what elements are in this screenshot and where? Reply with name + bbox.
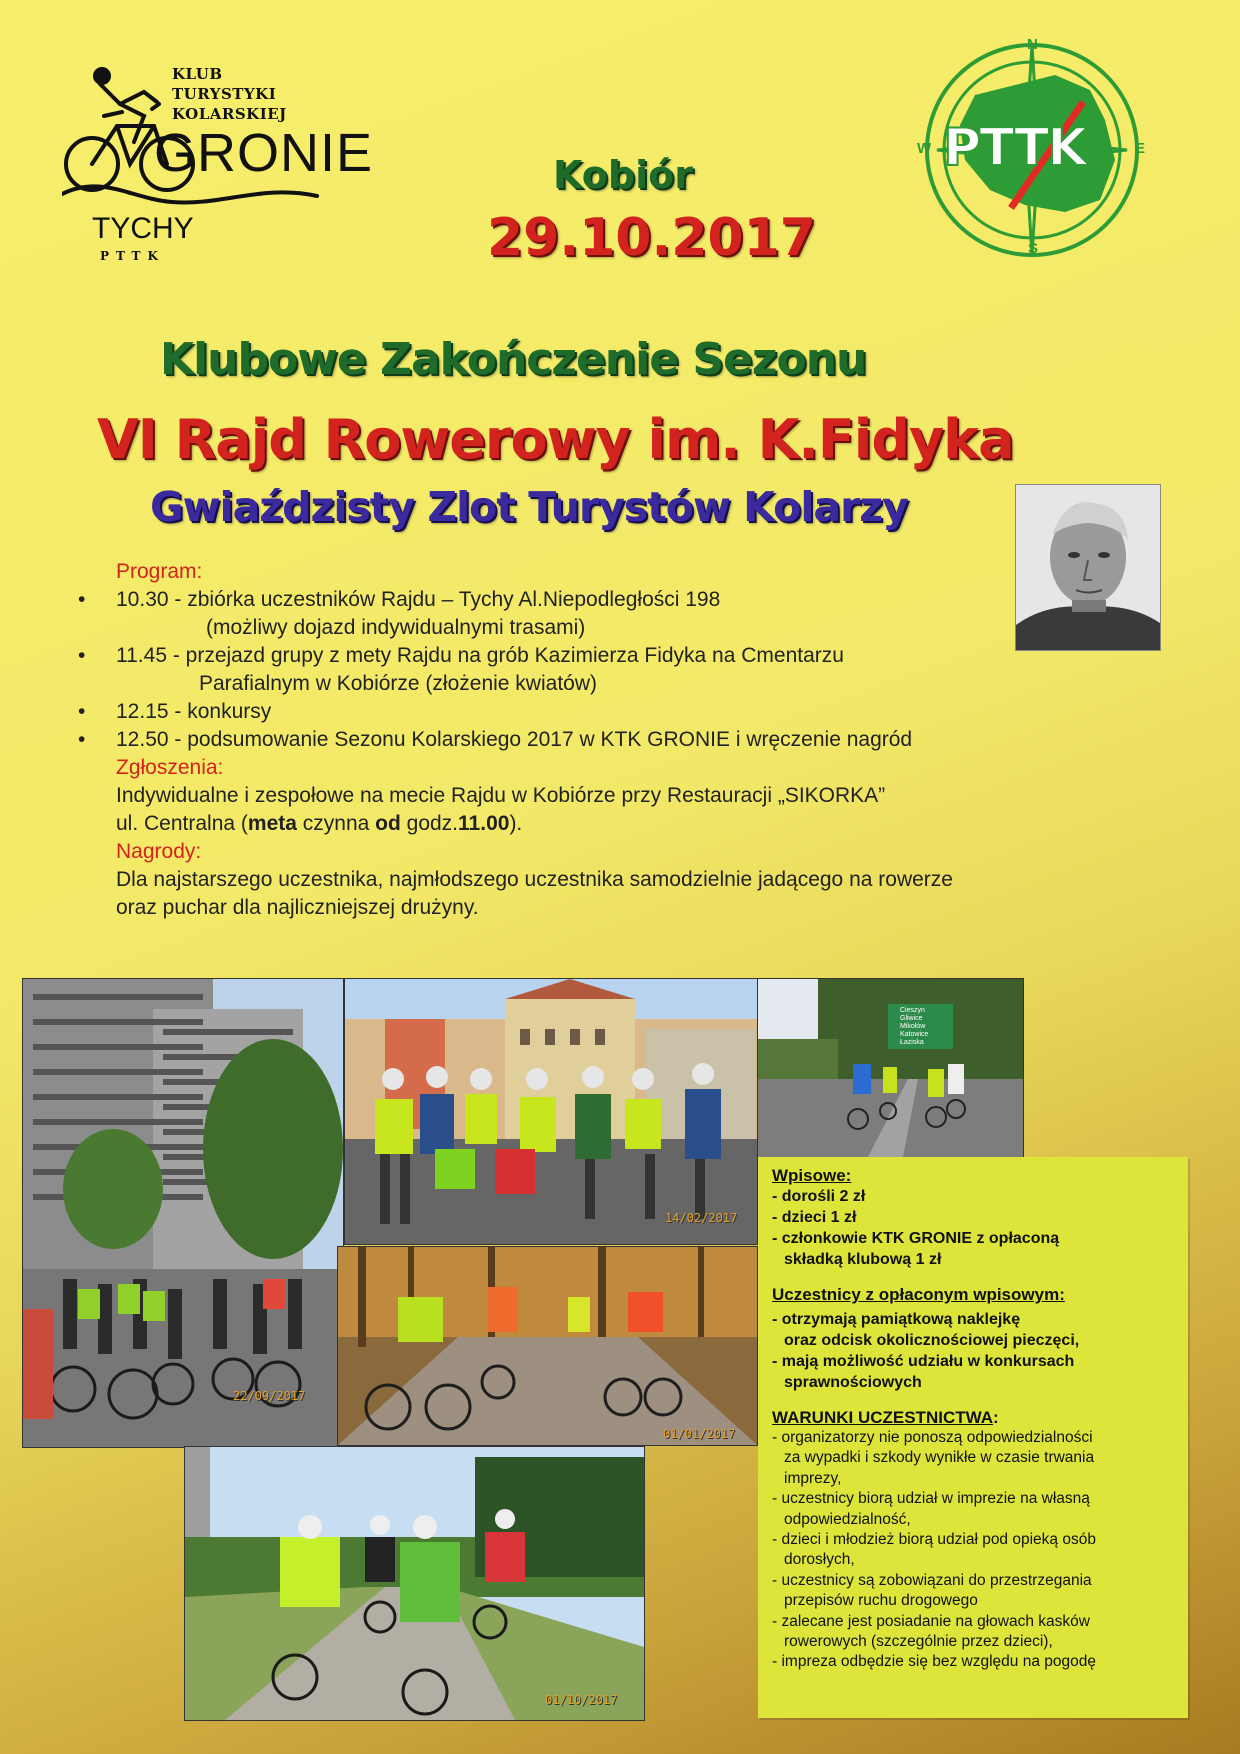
reg-text: ). <box>509 812 523 835</box>
club-name: GRONIE <box>154 123 374 183</box>
conditions-colon: : <box>992 1408 999 1427</box>
program-cont: Parafialnym w Kobiórze (złożenie kwiatów) <box>199 672 597 695</box>
paid-item: - otrzymają pamiątkową naklejkę <box>772 1311 1021 1328</box>
reg-bold-od: od <box>375 812 401 835</box>
photo-date-stamp: 14/02/2017 <box>665 1211 738 1225</box>
condition-item: - organizatorzy nie ponoszą odpowiedzialności <box>772 1429 1093 1446</box>
paid-item: sprawnościowych <box>784 1374 922 1391</box>
event-place: Kobiór <box>553 153 693 197</box>
club-org: PTTK <box>100 249 165 263</box>
photo-scene <box>338 1247 757 1445</box>
paid-heading: Uczestnicy z opłaconym wpisowym: <box>772 1285 1065 1304</box>
reg-bold-time: 11.00 <box>458 812 510 835</box>
fees-item: - członkowie KTK GRONIE z opłaconą <box>772 1230 1060 1247</box>
road-sign-line: Cieszyn <box>900 1007 925 1014</box>
bullet: • <box>78 700 86 723</box>
compass-n: N <box>1027 36 1038 53</box>
reg-text: czynna <box>296 812 376 835</box>
paid-item: - mają możliwość udziału w konkursach <box>772 1353 1075 1370</box>
condition-item: - uczestnicy są zobowiązani do przestrzegania <box>772 1571 1092 1589</box>
registration-line2 <box>78 810 1138 838</box>
event-date: 29.10.2017 <box>487 208 816 268</box>
fees-item: składką klubową 1 zł <box>784 1251 942 1268</box>
registration-line1: Indywidualne i zespołowe na mecie Rajdu w Kobiórze przy Restauracji „SIKORKA” <box>116 784 886 807</box>
compass-w: W <box>917 140 932 157</box>
program-item <box>78 726 1138 754</box>
program-section <box>78 558 1138 922</box>
program-time: 10.30 - <box>116 588 182 611</box>
condition-item: - dzieci i młodzież biorą udział pod opieką osób <box>772 1531 1096 1549</box>
photo-date-stamp: 01/01/2017 <box>663 1427 736 1441</box>
condition-item: odpowiedzialność, <box>784 1510 911 1528</box>
photo-date-stamp: 22/09/2017 <box>233 1389 306 1403</box>
bullet: • <box>78 728 86 751</box>
photo-scene <box>758 979 1023 1157</box>
condition-item: - impreza odbędzie się bez względu na pogodę <box>772 1653 1096 1671</box>
title-season-end: Klubowe Zakończenie Sezonu <box>160 334 867 385</box>
photo-scene <box>185 1447 644 1720</box>
compass-s: S <box>1028 240 1039 257</box>
condition-item: - zalecane jest posiadanie na głowach kasków <box>772 1612 1090 1630</box>
program-text: podsumowanie Sezonu Kolarskiego 2017 w KTK GRONIE i wręczenie nagród <box>181 728 913 751</box>
title-star-rally: Gwiaździsty Zlot Turystów Kolarzy <box>150 483 908 531</box>
pttk-text: PTTK <box>943 118 1086 178</box>
paid-item: oraz odcisk okolicznościowej pieczęci, <box>784 1332 1080 1349</box>
info-box <box>758 1157 1188 1718</box>
program-item <box>78 698 1138 726</box>
photo-square-group <box>344 978 758 1245</box>
program-text: zbiórka uczestników Rajdu – Tychy Al.Niepodległości 198 <box>181 588 721 611</box>
club-line2: TURYSTYKI <box>172 85 277 103</box>
program-cont: (możliwy dojazd indywidualnymi trasami) <box>206 616 586 639</box>
conditions-heading-text: WARUNKI UCZESTNICTWA <box>772 1408 993 1427</box>
condition-item: imprezy, <box>784 1469 842 1487</box>
reg-text: ul. Centralna ( <box>116 812 248 835</box>
program-time: 12.50 - <box>116 728 182 751</box>
program-text: konkursy <box>181 700 272 723</box>
program-heading: Program: <box>116 560 203 583</box>
photo-road-cyclists <box>757 978 1024 1158</box>
title-rally: VI Rajd Rowerowy im. K.Fidyka <box>97 408 1014 471</box>
bullet: • <box>78 644 86 667</box>
conditions-heading <box>772 1407 1178 1428</box>
fees-item: - dzieci 1 zł <box>772 1209 857 1226</box>
compass-e: E <box>1135 140 1146 157</box>
reg-bold-meta: meta <box>247 812 297 835</box>
program-item <box>78 586 1138 614</box>
fees-heading: Wpisowe: <box>772 1166 852 1185</box>
photo-country-path <box>184 1446 645 1721</box>
condition-item: - uczestnicy biorą udział w imprezie na własną <box>772 1490 1090 1508</box>
program-time: 11.45 - <box>116 644 180 667</box>
photo-forest-trail <box>337 1246 758 1446</box>
condition-item: dorosłych, <box>784 1551 855 1569</box>
registration-heading: Zgłoszenia: <box>116 756 224 779</box>
reg-text: godz. <box>400 812 459 835</box>
road-sign-line: Katowice <box>900 1031 929 1038</box>
road-sign-line: Gliwice <box>900 1015 923 1022</box>
prizes-line1: Dla najstarszego uczestnika, najmłodszego uczestnika samodzielnie jadącego na rowerze <box>116 868 953 891</box>
photo-building-group <box>22 978 344 1448</box>
photo-scene <box>345 979 757 1244</box>
bullet: • <box>78 588 86 611</box>
road-sign-line: Mikołów <box>900 1023 926 1030</box>
club-line3: KOLARSKIEJ <box>172 105 287 123</box>
condition-item: za wypadki i szkody wynikłe w czasie trwania <box>784 1449 1095 1467</box>
club-city: TYCHY <box>92 212 194 245</box>
condition-item: przepisów ruchu drogowego <box>784 1592 978 1610</box>
prizes-line2: oraz puchar dla najliczniejszej drużyny. <box>116 896 479 919</box>
club-line1: KLUB <box>172 65 223 83</box>
photo-date-stamp: 01/10/2017 <box>545 1693 618 1707</box>
condition-item: rowerowych (szczególnie przez dzieci), <box>784 1633 1053 1651</box>
program-time: 12.15 - <box>116 700 182 723</box>
program-item <box>78 642 1138 670</box>
road-sign <box>900 1007 928 1047</box>
road-sign-line: Łaziska <box>900 1039 924 1046</box>
program-text: przejazd grupy z mety Rajdu na grób Kazimierza Fidyka na Cmentarzu <box>179 644 844 667</box>
pttk-logo <box>915 36 1155 260</box>
photo-scene <box>23 979 343 1447</box>
prizes-heading: Nagrody: <box>116 840 202 863</box>
fees-item: - dorośli 2 zł <box>772 1188 866 1205</box>
club-logo <box>62 64 374 264</box>
